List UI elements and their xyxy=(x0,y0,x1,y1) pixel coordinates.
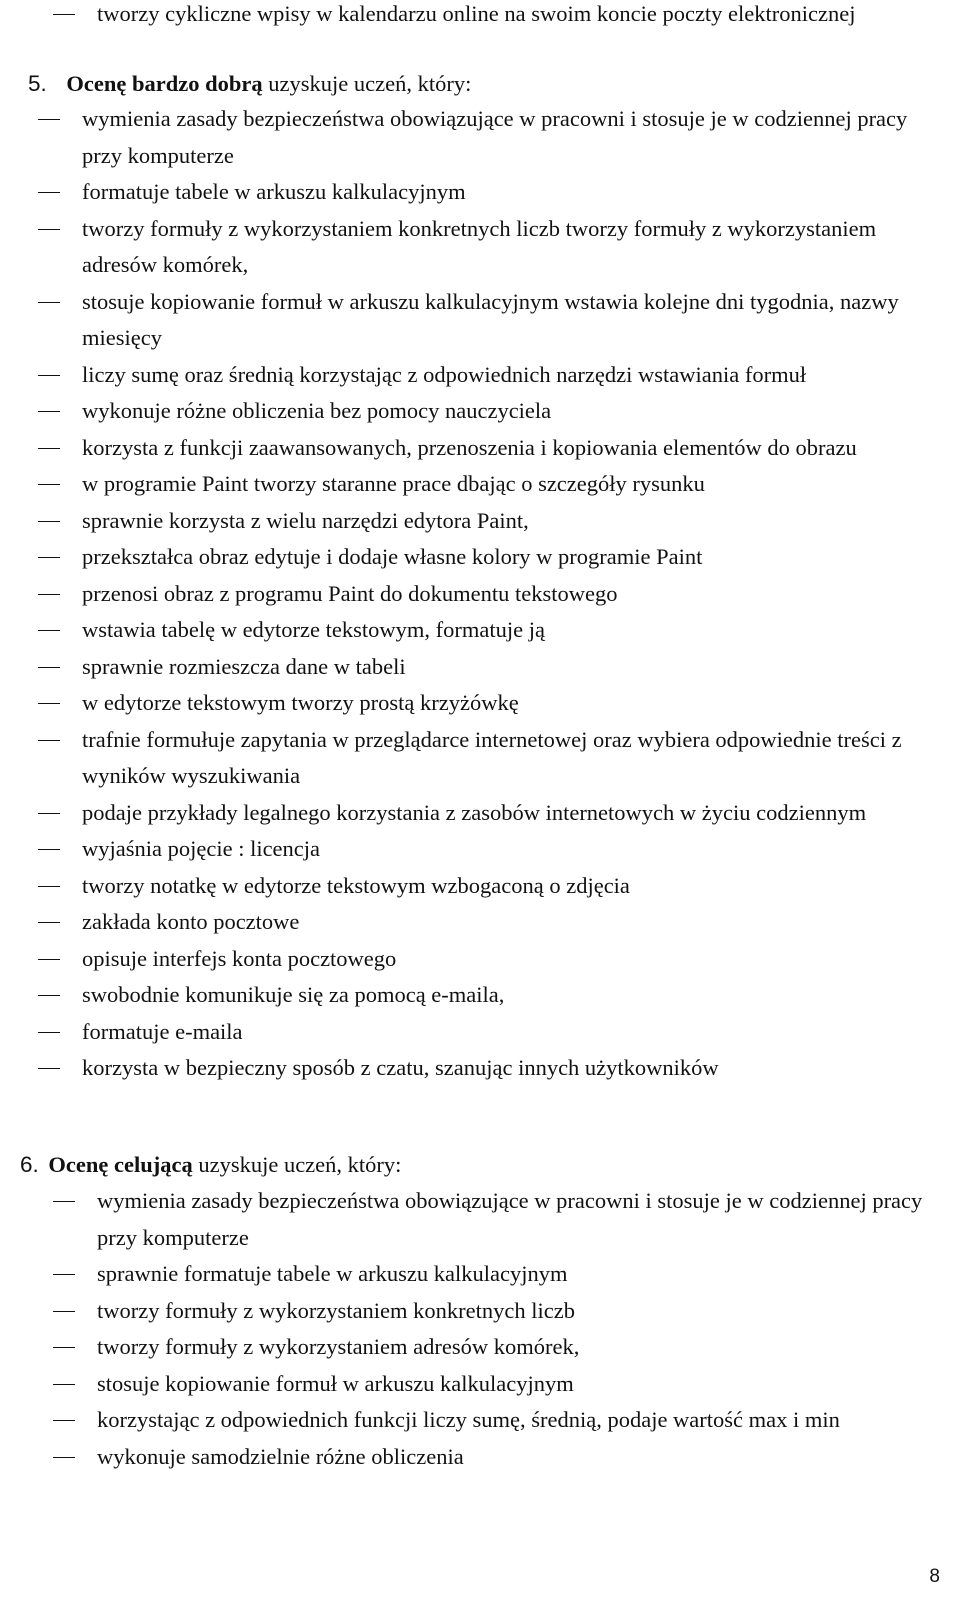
dash-bullet xyxy=(38,411,60,412)
dash-bullet xyxy=(38,630,60,631)
list-item-text: tworzy formuły z wykorzystaniem konkretnych liczb xyxy=(97,1297,575,1323)
list-item xyxy=(82,539,942,576)
list-item xyxy=(82,868,942,905)
list-item-text: wymienia zasady bezpieczeństwa obowiązujące w pracowni i stosuje je w codziennej pracy przy komputerze xyxy=(82,106,908,168)
list-item xyxy=(97,1402,942,1439)
dash-bullet xyxy=(38,849,60,850)
section-number: 5. xyxy=(28,71,47,96)
list-item-text: przenosi obraz z programu Paint do dokumentu tekstowego xyxy=(82,580,618,606)
list-item xyxy=(82,722,942,795)
list-item xyxy=(82,685,942,722)
dash-bullet xyxy=(53,1311,75,1312)
dash-bullet xyxy=(38,302,60,303)
dash-bullet xyxy=(53,1274,75,1275)
list-item-text: stosuje kopiowanie formuł w arkuszu kalkulacyjnym xyxy=(97,1370,574,1396)
list-item-text: sprawnie formatuje tabele w arkuszu kalkulacyjnym xyxy=(97,1261,568,1286)
dash-bullet xyxy=(38,119,60,120)
section-heading-text: uzyskuje uczeń, który: xyxy=(262,71,472,96)
list-item xyxy=(97,1439,942,1476)
list-item-text: korzysta z funkcji zaawansowanych, przenoszenia i kopiowania elementów do obrazu xyxy=(82,434,857,460)
list-item xyxy=(82,576,942,613)
dash-bullet xyxy=(38,557,60,558)
dash-bullet xyxy=(38,521,60,522)
section-6-heading xyxy=(20,1147,401,1184)
section-heading-bold: Ocenę celującą xyxy=(48,1152,193,1177)
dash-bullet xyxy=(38,1032,60,1033)
continued-list xyxy=(0,0,942,33)
list-item xyxy=(82,831,942,868)
list-item-text: liczy sumę oraz średnią korzystając z odpowiednich narzędzi wstawiania formuł xyxy=(82,361,807,387)
list-item-text: zakłada konto pocztowe xyxy=(82,909,300,934)
list-item-text: tworzy formuły z wykorzystaniem adresów komórek, xyxy=(97,1334,580,1359)
dash-bullet xyxy=(53,1201,75,1202)
list-item xyxy=(82,503,942,540)
dash-bullet xyxy=(38,229,60,230)
list-item xyxy=(82,649,942,686)
list-item xyxy=(82,1050,942,1087)
list-item xyxy=(97,1293,942,1330)
list-item xyxy=(97,1256,942,1293)
list-item-text: formatuje tabele w arkuszu kalkulacyjnym xyxy=(82,179,466,204)
list-item-text: swobodnie komunikuje się za pomocą e-maila, xyxy=(82,982,505,1007)
dash-bullet xyxy=(38,192,60,193)
section-5-list xyxy=(0,101,942,1087)
list-item-text: wykonuje samodzielnie różne obliczenia xyxy=(97,1443,464,1469)
list-item-text: korzysta w bezpieczny sposób z czatu, szanując innych użytkowników xyxy=(82,1055,719,1080)
list-item xyxy=(97,1366,942,1403)
page-number: 8 xyxy=(929,1566,940,1587)
dash-bullet xyxy=(38,886,60,887)
list-item xyxy=(82,393,942,430)
list-item-text: sprawnie korzysta z wielu narzędzi edytora Paint, xyxy=(82,507,529,533)
section-number: 6. xyxy=(20,1152,39,1177)
dash-bullet xyxy=(38,740,60,741)
dash-bullet xyxy=(38,667,60,668)
list-item-text: wykonuje różne obliczenia bez pomocy nauczyciela xyxy=(82,398,552,423)
list-item: tworzy cykliczne wpisy w kalendarzu online na swoim koncie poczty elektronicznej xyxy=(97,0,942,33)
dash-bullet xyxy=(38,1068,60,1069)
list-item xyxy=(82,174,942,211)
list-item xyxy=(82,904,942,941)
list-item-text: w edytorze tekstowym tworzy prostą krzyżówkę xyxy=(82,690,519,715)
dash-bullet xyxy=(53,1457,75,1458)
dash-bullet xyxy=(38,995,60,996)
list-item xyxy=(82,284,942,357)
dash-bullet xyxy=(38,703,60,704)
list-item xyxy=(82,211,942,284)
list-item-text: wyjaśnia pojęcie : licencja xyxy=(82,836,321,861)
dash-bullet xyxy=(38,448,60,449)
list-item xyxy=(97,1183,942,1256)
list-item xyxy=(82,430,942,467)
list-item-text: sprawnie rozmieszcza dane w tabeli xyxy=(82,653,406,679)
dash-bullet xyxy=(53,1347,75,1348)
section-5-heading xyxy=(28,66,471,103)
dash-bullet xyxy=(38,375,60,376)
dash-bullet xyxy=(38,594,60,595)
section-heading-bold: Ocenę bardzo dobrą xyxy=(66,71,263,96)
list-item-text: trafnie formułuje zapytania w przeglądarce internetowej oraz wybiera odpowiednie treści z wyników wyszukiwania xyxy=(82,726,902,788)
dash-bullet xyxy=(38,484,60,485)
list-item xyxy=(82,977,942,1014)
list-item-text: podaje przykłady legalnego korzystania z zasobów internetowych w życiu codziennym xyxy=(82,799,867,825)
list-item-text: wymienia zasady bezpieczeństwa obowiązujące w pracowni i stosuje je w codziennej pracy przy komputerze xyxy=(97,1188,923,1250)
list-item xyxy=(82,101,942,174)
list-item-text: formatuje e-maila xyxy=(82,1018,243,1044)
list-item-text: tworzy formuły z wykorzystaniem konkretnych liczb tworzy formuły z wykorzystaniem adresów komórek, xyxy=(82,215,877,277)
dash-bullet xyxy=(38,922,60,923)
list-item xyxy=(82,941,942,978)
list-item-text: w programie Paint tworzy staranne prace dbając o szczegóły rysunku xyxy=(82,471,705,496)
dash-bullet xyxy=(53,14,75,15)
list-item-text: przekształca obraz edytuje i dodaje własne kolory w programie Paint xyxy=(82,544,703,569)
list-item-text: opisuje interfejs konta pocztowego xyxy=(82,945,397,971)
list-item-text: tworzy notatkę w edytorze tekstowym wzbogaconą o zdjęcia xyxy=(82,872,630,898)
list-item xyxy=(82,612,942,649)
list-item xyxy=(97,1329,942,1366)
dash-bullet xyxy=(53,1384,75,1385)
list-item-text: stosuje kopiowanie formuł w arkuszu kalkulacyjnym wstawia kolejne dni tygodnia, nazwy miesięcy xyxy=(82,288,899,350)
list-item-text: korzystając z odpowiednich funkcji liczy sumę, średnią, podaje wartość max i min xyxy=(97,1407,840,1432)
section-heading-text: uzyskuje uczeń, który: xyxy=(192,1152,402,1177)
dash-bullet xyxy=(38,813,60,814)
list-item xyxy=(82,466,942,503)
dash-bullet xyxy=(38,959,60,960)
list-item xyxy=(82,357,942,394)
list-item xyxy=(82,1014,942,1051)
list-item xyxy=(82,795,942,832)
list-item-text: wstawia tabelę w edytorze tekstowym, formatuje ją xyxy=(82,617,545,642)
section-6-list xyxy=(0,1183,942,1475)
dash-bullet xyxy=(53,1420,75,1421)
